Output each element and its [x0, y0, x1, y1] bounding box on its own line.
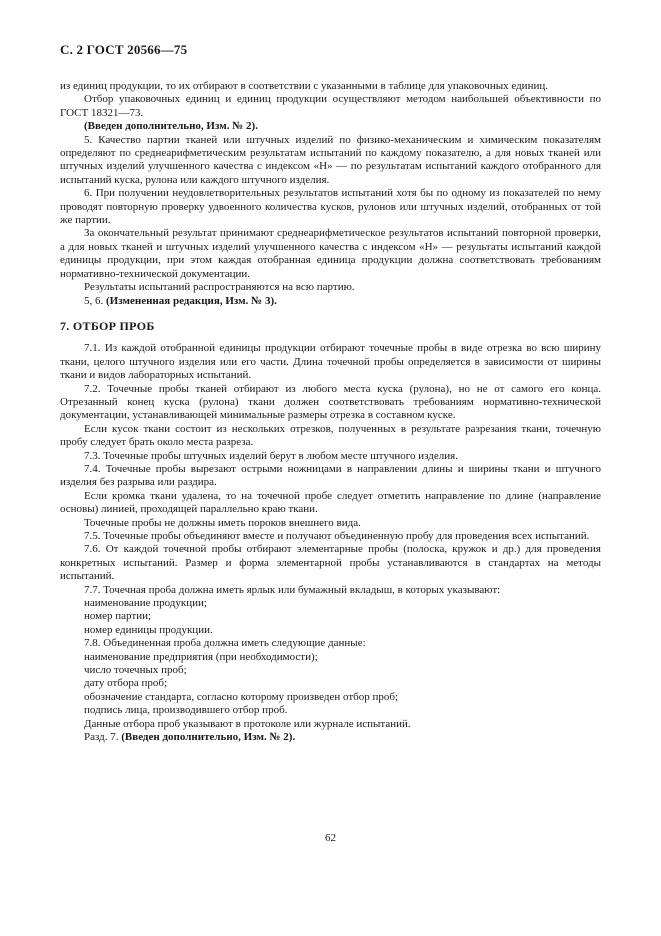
amendment-ref: 5, 6. [84, 294, 106, 307]
amendment-note: (Введен дополнительно, Изм. № 2). [84, 120, 258, 133]
paragraph: Отбор упаковочных единиц и единиц продукции осуществляют методом наибольшей объективности по ГОСТ 18321—73. [60, 93, 601, 119]
paragraph: 7.4. Точечные пробы вырезают острыми ножницами в направлении длины и ширины ткани и штучного изделия без разрыва или раздира. [60, 462, 601, 489]
paragraph: Если кромка ткани удалена, то на точечной пробе следует отметить направление по длине (направление основы) линией, проходящей параллельно краю ткани. [60, 489, 601, 516]
document-body [60, 80, 601, 745]
paragraph: из единиц продукции, то их отбирают в соответствии с указанными в таблице для упаковочных единиц. [60, 80, 548, 92]
paragraph: 7.2. Точечные пробы тканей отбирают из любого места куска (рулона), но не от самого его конца. Отрезанный конец куска (рулона) ткани должен соответствовать требованиям нормативно-технической документации, устанавливающей минимальные размеры отрезка в составном куске. [60, 382, 601, 422]
section-title: 7. ОТБОР ПРОБ [60, 318, 155, 333]
amendment-ref: Разд. 7. [84, 731, 122, 744]
paragraph: За окончательный результат принимают среднеарифметическое результатов испытаний повторной проверки, а для новых тканей и штучных изделий улучшенного качества с индексом «Н» — результаты испытаний каждой единицы продукции, при этом каждая отобранная единица продукции должна соответствовать требованиям нормативно-технической документации. [60, 227, 601, 280]
amendment-line [60, 295, 601, 308]
page-number: 62 [325, 832, 336, 844]
paragraph: Данные отбора проб указывают в протоколе или журнале испытаний. [84, 717, 411, 730]
paragraph: Результаты испытаний распространяются на всю партию. [84, 281, 355, 294]
list-item: наименование предприятия (при необходимости); [84, 650, 318, 663]
paragraph: 6. При получении неудовлетворительных результатов испытаний хотя бы по одному из показателей по нему проводят повторную проверку удвоенного количества кусков, рулонов или штучных изделий, отобранных от той же партии. [60, 187, 601, 227]
paragraph: Точечные пробы не должны иметь пороков внешнего вида. [84, 516, 361, 529]
list-item: дату отбора проб; [84, 677, 168, 690]
list-item: наименование продукции; [84, 597, 207, 610]
list-item: число точечных проб; [84, 664, 187, 677]
paragraph: 7.3. Точечные пробы штучных изделий берут в любом месте штучного изделия. [84, 449, 458, 462]
paragraph: 5. Качество партии тканей или штучных изделий по физико-механическим и химическим показателям определяют по среднеарифметическим результатам испытаний по каждому показателю, а для новых тканей или штучных изделий улучшенного качества с индексом «Н» — по результатам испытаний каждого отобранного для испытаний куска, рулона или каждого штучного изделия. [60, 133, 601, 186]
list-item: подпись лица, производившего отбор проб. [84, 704, 288, 717]
list-item: номер единицы продукции. [84, 623, 213, 636]
paragraph: 7.1. Из каждой отобранной единицы продукции отбирают точечные пробы в виде отрезка во всю ширину ткани, целого штучного изделия или его части. Длина точечной пробы определяется в зависимости от ширины ткани и видов лабораторных испытаний. [60, 342, 601, 382]
paragraph: Если кусок ткани состоит из нескольких отрезков, полученных в результате разрезания ткани, точечную пробу следует брать около места разреза. [60, 422, 601, 449]
paragraph: 7.8. Объединенная проба должна иметь следующие данные: [84, 637, 366, 650]
list-item: номер партии; [84, 610, 152, 623]
amendment-note: (Измененная редакция, Изм. № 3). [106, 294, 277, 307]
page-header: С. 2 ГОСТ 20566—75 [60, 42, 188, 57]
paragraph: 7.6. От каждой точечной пробы отбирают элементарные пробы (полоска, кружок и др.) для проведения конкретных испытаний. Размер и форма элементарной пробы устанавливаются в стандартах на методы испытаний. [60, 543, 601, 583]
paragraph: 7.5. Точечные пробы объединяют вместе и получают объединенную пробу для проведения всех испытаний. [84, 530, 590, 542]
list-item: обозначение стандарта, согласно которому произведен отбор проб; [84, 690, 399, 703]
amendment-note: (Введен дополнительно, Изм. № 2). [121, 731, 296, 744]
amendment-line [60, 731, 601, 744]
paragraph: 7.7. Точечная проба должна иметь ярлык или бумажный вкладыш, в которых указывают: [84, 583, 501, 596]
